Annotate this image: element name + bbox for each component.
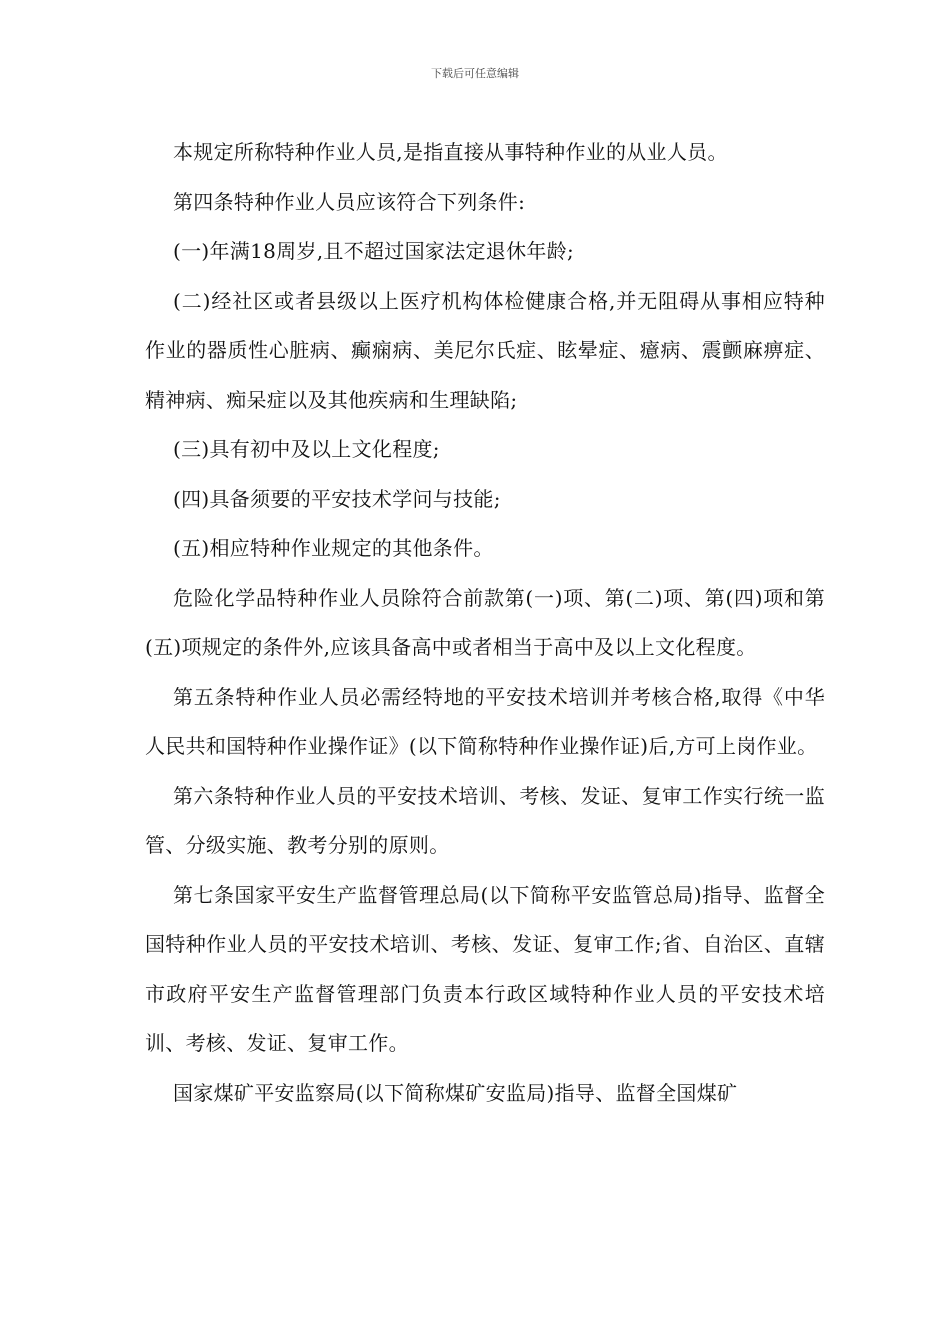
paragraph-article-7: 第七条国家平安生产监督管理总局(以下简称平安监管总局)指导、监督全国特种作业人员的平安技术培训、考核、发证、复审工作;省、自治区、直辖市政府平安生产监督管理部门负责本行政区域特种作业人员的平安技术培训、考核、发证、复审工作。 (145, 882, 825, 1055)
paragraph-article-5: 第五条特种作业人员必需经特地的平安技术培训并考核合格,取得《中华人民共和国特种作业操作证》(以下简称特种作业操作证)后,方可上岗作业。 (145, 684, 825, 758)
paragraph-definition: 本规定所称特种作业人员,是指直接从事特种作业的从业人员。 (173, 140, 728, 164)
page-header-note: 下载后可任意编辑 (431, 67, 519, 80)
paragraph-condition-2: (二)经社区或者县级以上医疗机构体检健康合格,并无阻碍从事相应特种作业的器质性心脏病、癫痫病、美尼尔氏症、眩晕症、癔病、震颤麻痹症、精神病、痴呆症以及其他疾病和生理缺陷; (145, 288, 825, 412)
paragraph-condition-3: (三)具有初中及以上文化程度; (173, 437, 440, 461)
paragraph-condition-1: (一)年满18周岁,且不超过国家法定退休年龄; (173, 239, 575, 263)
paragraph-article-4: 第四条特种作业人员应该符合下列条件: (173, 189, 526, 214)
paragraph-condition-5: (五)相应特种作业规定的其他条件。 (173, 536, 494, 560)
paragraph-condition-4: (四)具备须要的平安技术学问与技能; (173, 486, 501, 511)
paragraph-article-6: 第六条特种作业人员的平安技术培训、考核、发证、复审工作实行统一监管、分级实施、教考分别的原则。 (145, 783, 825, 857)
paragraph-hazardous-chemicals: 危险化学品特种作业人员除符合前款第(一)项、第(二)项、第(四)项和第(五)项规定的条件外,应该具备高中或者相当于高中及以上文化程度。 (145, 585, 825, 659)
paragraph-coal-mine: 国家煤矿平安监察局(以下简称煤矿安监局)指导、监督全国煤矿 (173, 1080, 738, 1105)
document-body (145, 128, 825, 1118)
